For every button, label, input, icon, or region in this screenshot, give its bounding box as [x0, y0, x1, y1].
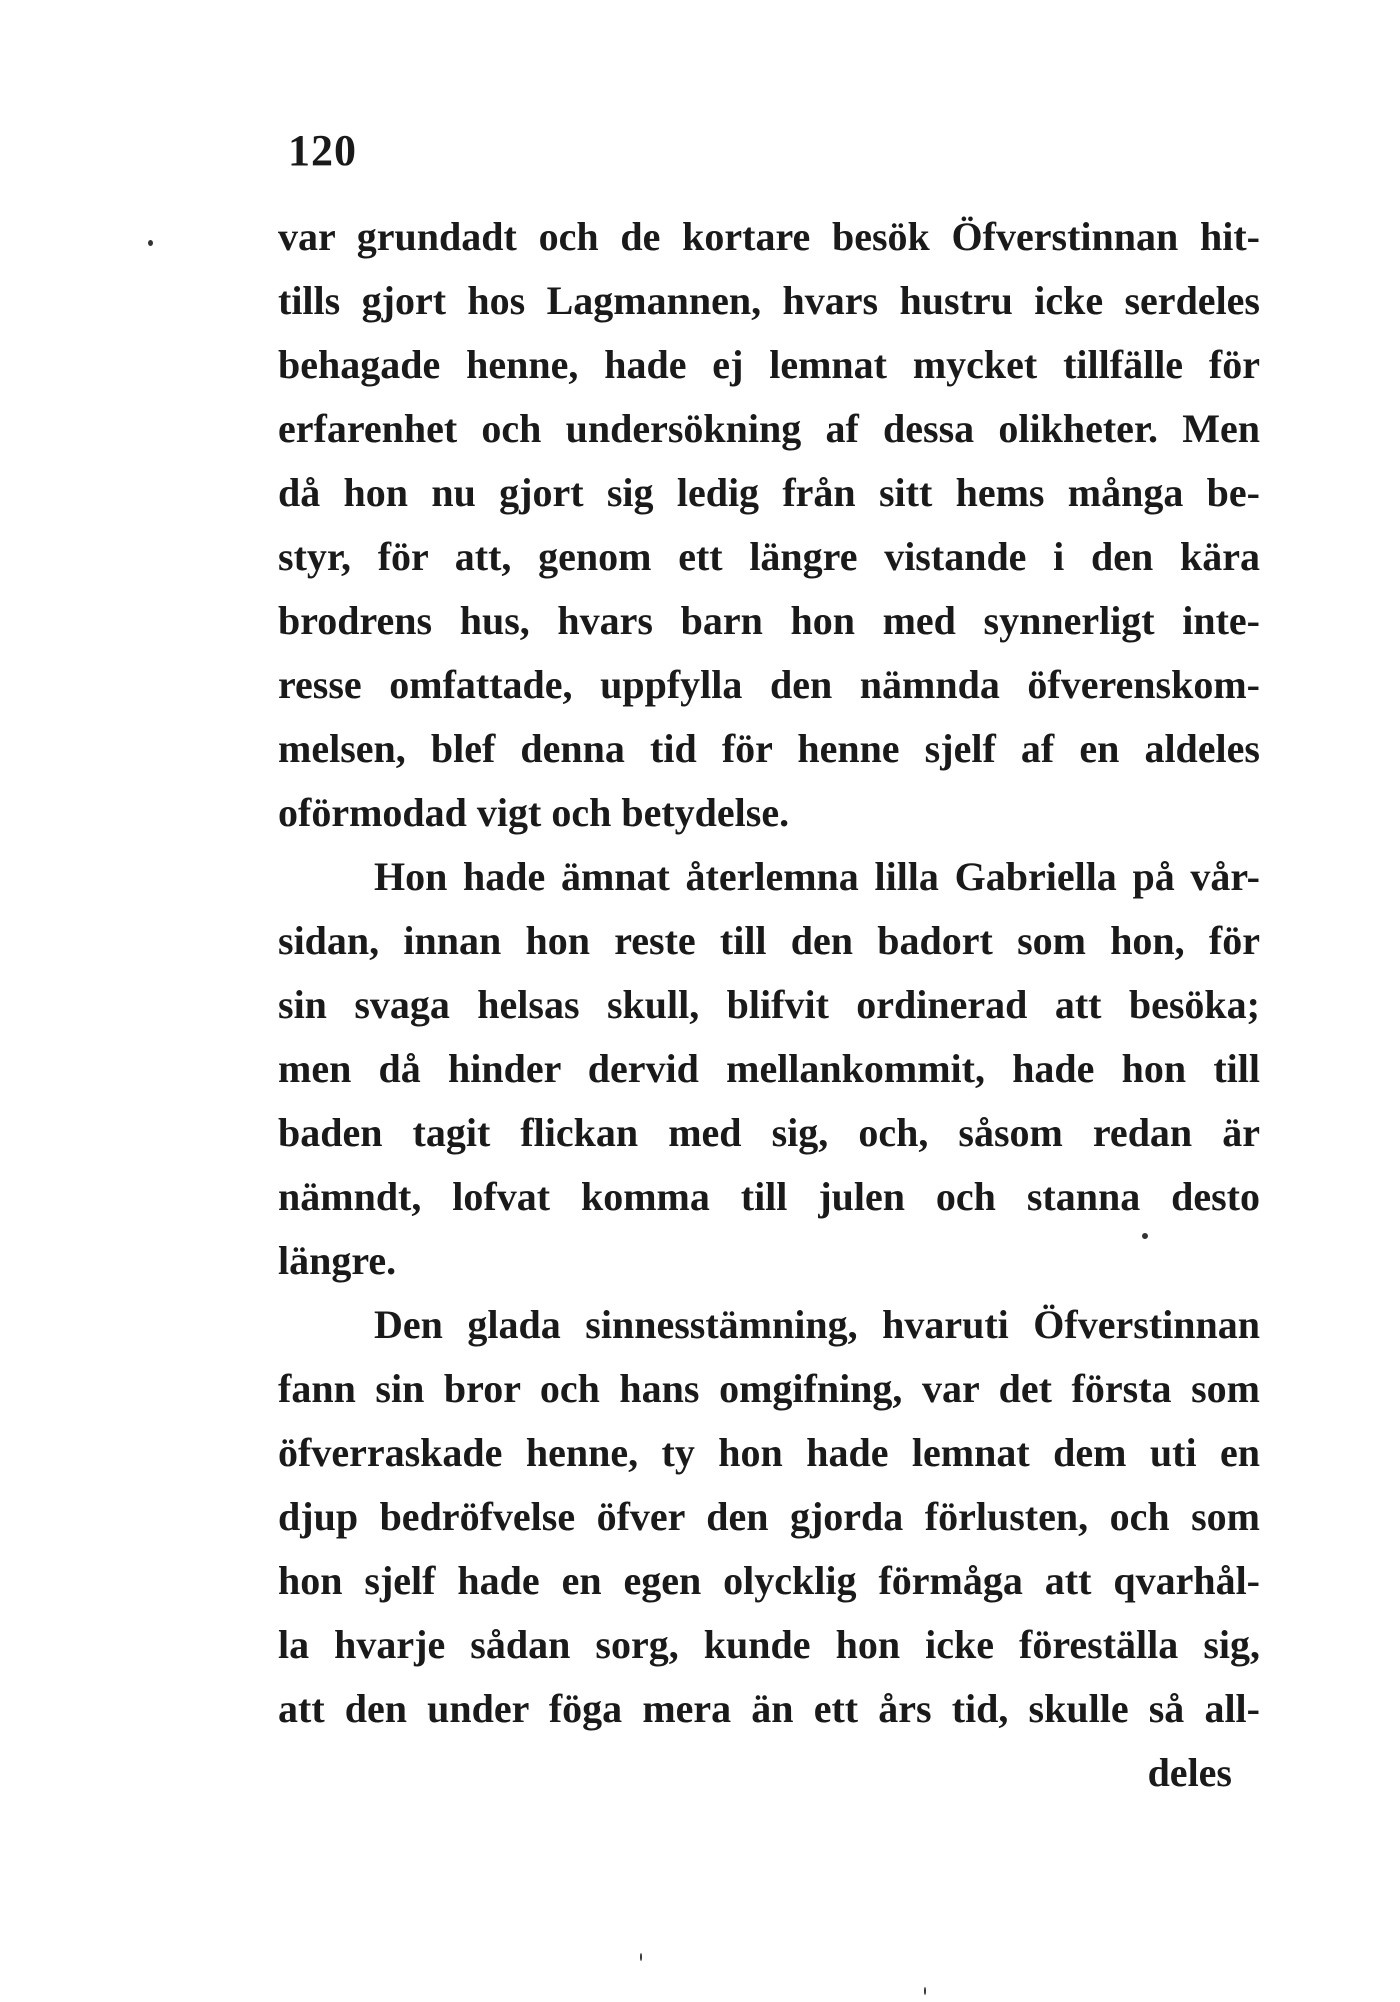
text-line: nämndt, lofvat komma till julen och stanna desto [278, 1174, 1260, 1219]
text-line: styr, för att, genom ett längre vistande i den kära [278, 534, 1260, 579]
print-speck [148, 240, 153, 246]
text-line: att den under föga mera än ett års tid, skulle så all- [278, 1686, 1260, 1731]
text-line: Hon hade ämnat återlemna lilla Gabriella på vår- [374, 854, 1260, 899]
print-speck [1142, 1233, 1148, 1239]
body-text [278, 205, 1260, 1805]
text-line: tills gjort hos Lagmannen, hvars hustru icke serdeles [278, 278, 1260, 323]
text-line: resse omfattade, uppfylla den nämnda öfverenskom- [278, 662, 1260, 707]
text-line: la hvarje sådan sorg, kunde hon icke föreställa sig, [278, 1622, 1260, 1667]
text-line: brodrens hus, hvars barn hon med synnerligt inte- [278, 598, 1260, 643]
catchword: deles [1147, 1750, 1232, 1795]
print-speck [640, 1953, 642, 1961]
text-line: Den glada sinnesstämning, hvaruti Öfverstinnan [374, 1302, 1260, 1347]
text-line: djup bedröfvelse öfver den gjorda förlusten, och som [278, 1494, 1260, 1539]
print-speck [924, 1987, 926, 1995]
text-line: baden tagit flickan med sig, och, såsom redan är [278, 1110, 1260, 1155]
text-line: längre. [278, 1238, 397, 1283]
text-line: behagade henne, hade ej lemnat mycket tillfälle för [278, 342, 1260, 387]
text-line: erfarenhet och undersökning af dessa olikheter. Men [278, 406, 1260, 451]
text-line: sin svaga helsas skull, blifvit ordinerad att besöka; [278, 982, 1260, 1027]
text-line: var grundadt och de kortare besök Öfverstinnan hit- [278, 214, 1260, 259]
page-number: 120 [288, 126, 357, 175]
text-line: då hon nu gjort sig ledig från sitt hems många be- [278, 470, 1260, 515]
text-line: oförmodad vigt och betydelse. [278, 790, 790, 835]
text-line: melsen, blef denna tid för henne sjelf af en aldeles [278, 726, 1260, 771]
text-line: fann sin bror och hans omgifning, var det första som [278, 1366, 1260, 1411]
text-line: men då hinder dervid mellankommit, hade hon till [278, 1046, 1260, 1091]
text-line: öfverraskade henne, ty hon hade lemnat dem uti en [278, 1430, 1260, 1475]
text-line: sidan, innan hon reste till den badort som hon, för [278, 918, 1260, 963]
text-line: hon sjelf hade en egen olycklig förmåga att qvarhål- [278, 1558, 1260, 1603]
